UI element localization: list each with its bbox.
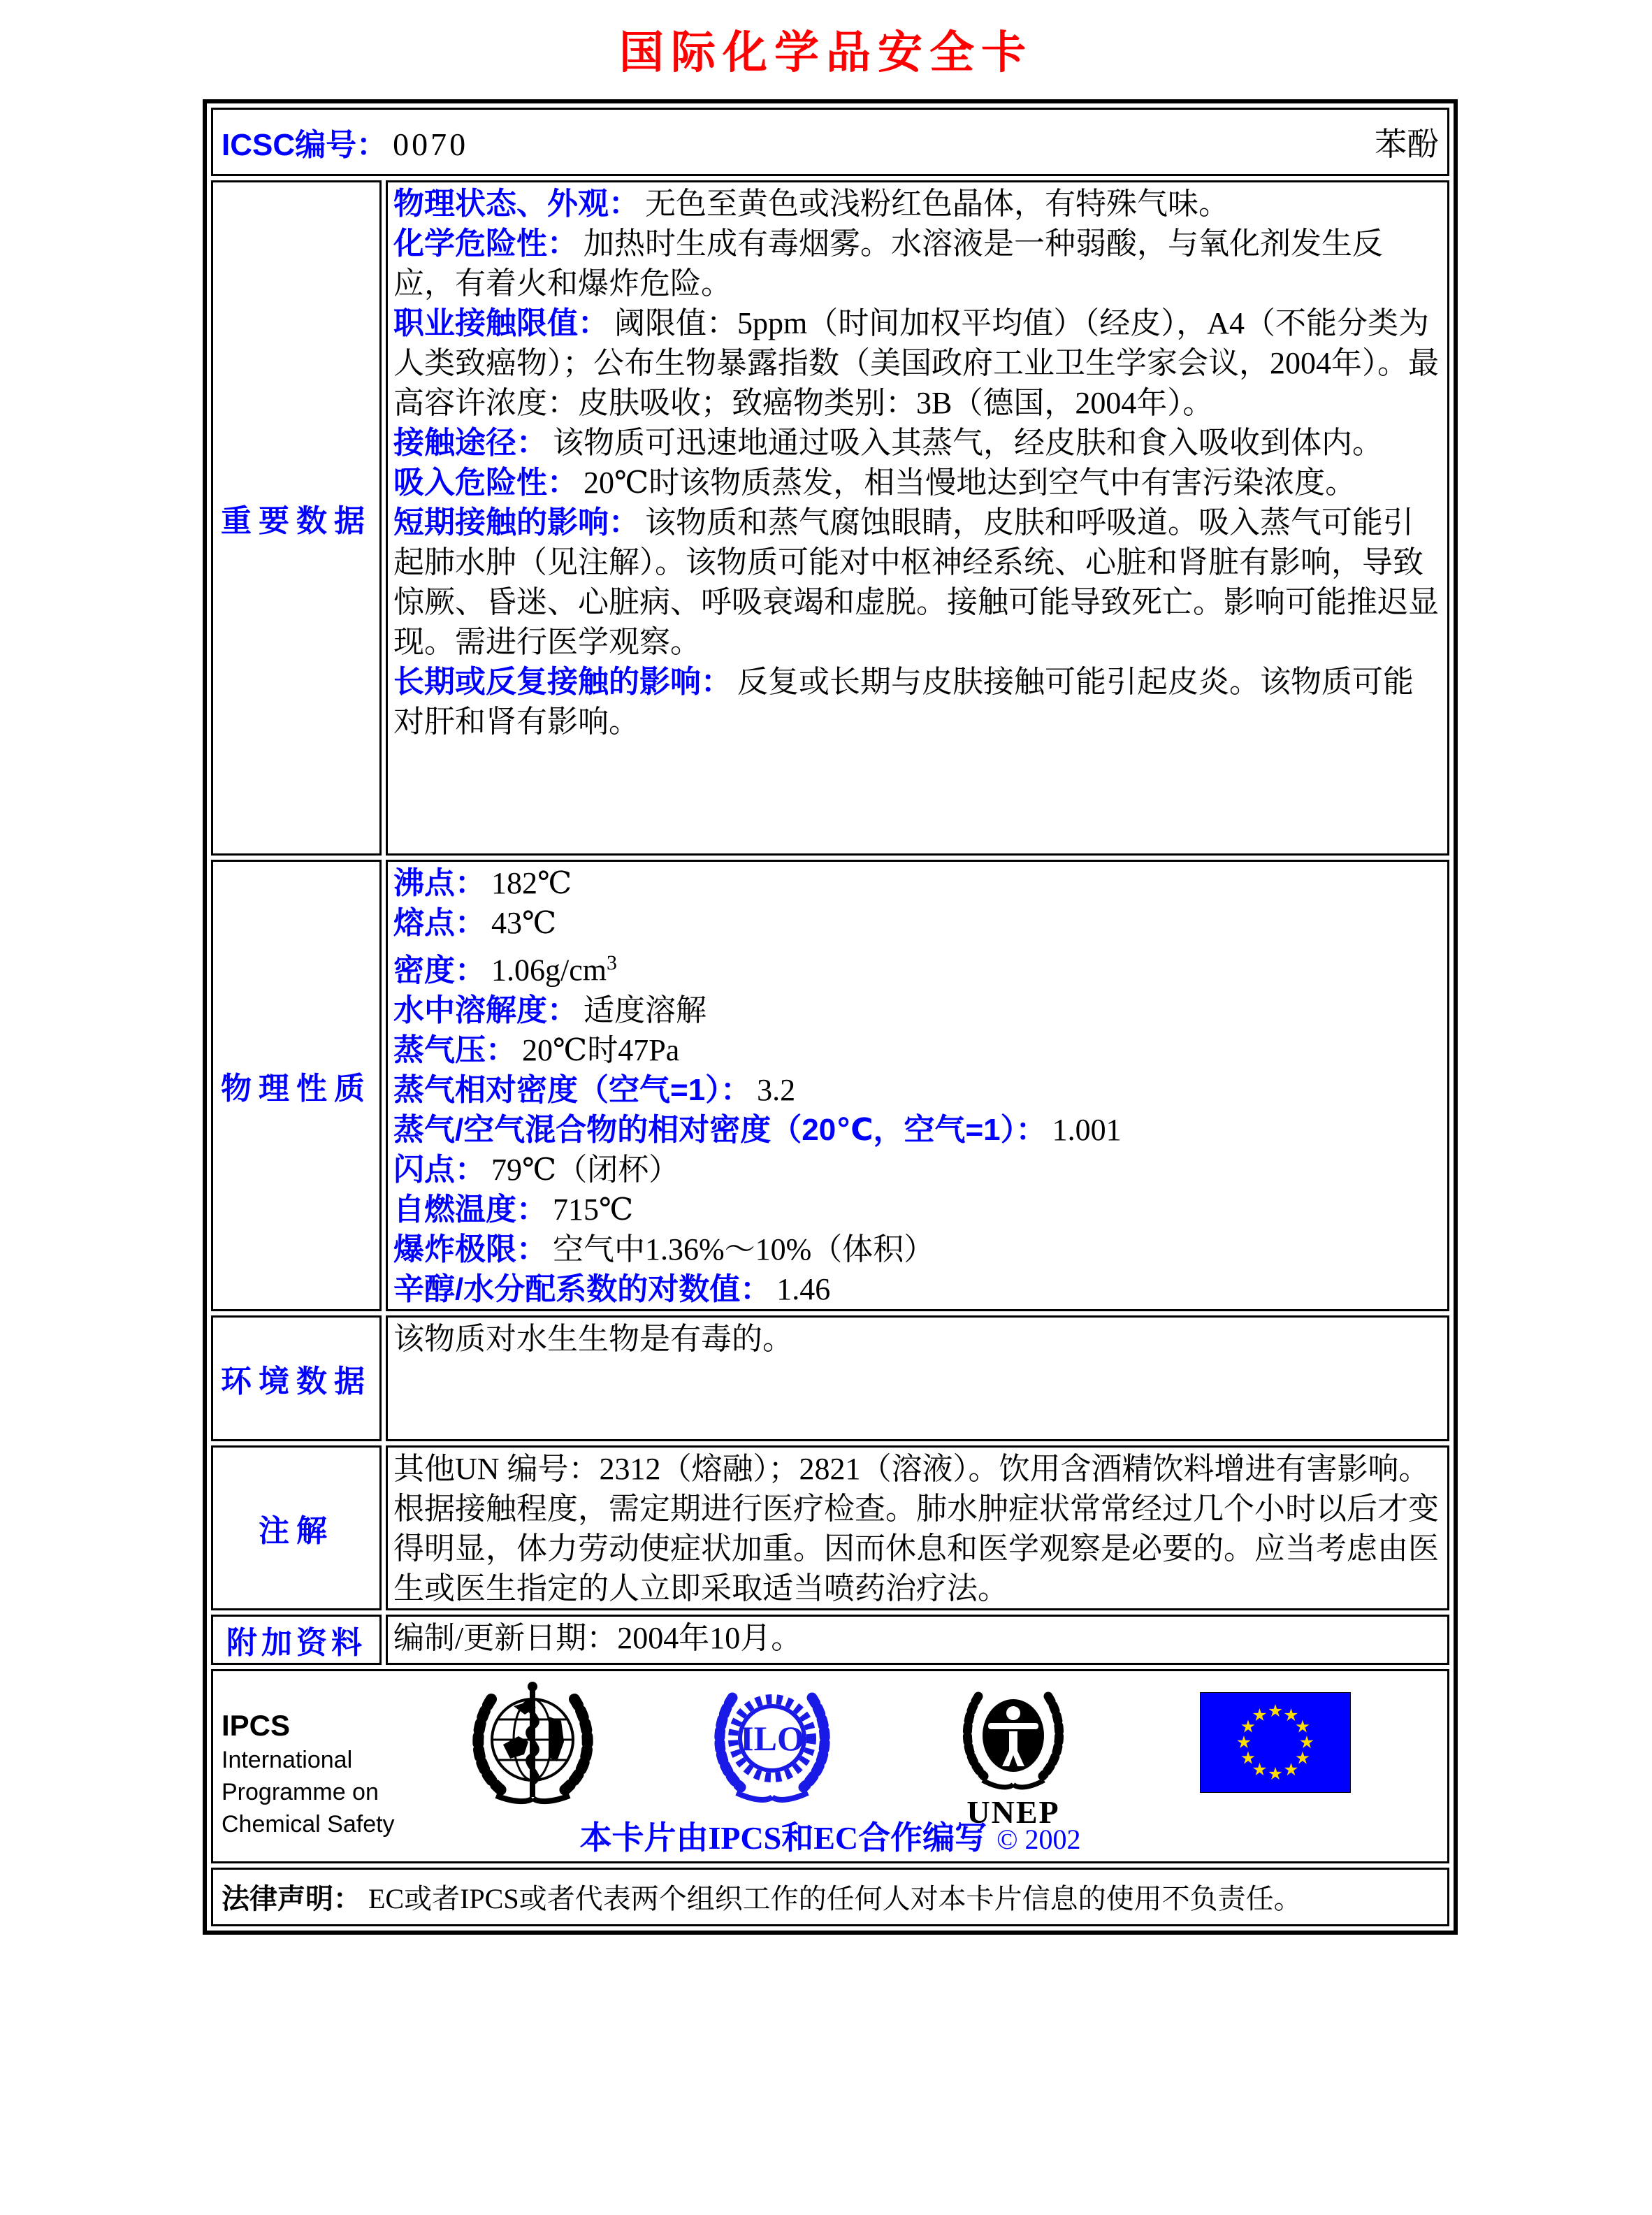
physical-item (393, 903, 1440, 943)
credit-line (213, 1812, 1447, 1859)
field-label: 短期接触的影响： (393, 505, 639, 540)
field-value: 1.46 (776, 1271, 831, 1306)
field-value: 43℃ (491, 906, 557, 940)
row-additional-info (211, 1615, 1449, 1665)
section-label-additional: 附加资料 (211, 1615, 382, 1665)
field-value: 182℃ (491, 866, 572, 900)
unep-block (950, 1687, 1076, 1830)
field-label: 密度： (393, 953, 486, 988)
section-label-environment: 环境数据 (211, 1315, 382, 1441)
physical-item (393, 1150, 1440, 1190)
important-item (393, 224, 1440, 303)
important-item (393, 503, 1440, 662)
row-logos (211, 1669, 1449, 1863)
important-item (393, 184, 1440, 224)
row-environmental-data (211, 1315, 1449, 1441)
icsc-table (203, 99, 1458, 1935)
header-row (211, 108, 1449, 176)
important-item (393, 662, 1440, 742)
logos-strip (213, 1671, 1447, 1861)
field-label: 蒸气压： (393, 1032, 516, 1067)
field-text: 无色至黄色或浅粉红色晶体，有特殊气味。 (645, 187, 1229, 221)
section-content-physical (386, 860, 1449, 1311)
field-text: 加热时生成有毒烟雾。水溶液是一种弱酸，与氧化剂发生反应，有着火和爆炸危险。 (393, 226, 1383, 301)
field-label: 接触途径： (393, 426, 547, 460)
physical-item (393, 1030, 1440, 1070)
copyright-text: © 2002 (997, 1823, 1081, 1855)
logos-cell (211, 1669, 1449, 1863)
header-cell (211, 108, 1449, 176)
field-label: 闪点： (393, 1152, 486, 1187)
field-label: 长期或反复接触的影响： (393, 665, 732, 699)
field-value: 20℃时47Pa (522, 1032, 680, 1067)
ipcs-line: International (222, 1746, 353, 1773)
who-logo (465, 1678, 601, 1808)
physical-item (393, 1269, 1440, 1309)
physical-item (393, 863, 1440, 903)
field-label: 蒸气相对密度（空气=1）： (393, 1072, 752, 1107)
field-label: 沸点： (393, 866, 486, 900)
section-label-physical: 物理性质 (211, 860, 382, 1311)
physical-item (393, 990, 1440, 1030)
icsc-number-value: 0070 (393, 127, 469, 162)
row-important-data (211, 180, 1449, 856)
field-label: 自燃温度： (393, 1192, 547, 1227)
field-text: 该物质可迅速地通过吸入其蒸气，经皮肤和食入吸收到体内。 (553, 426, 1383, 460)
physical-item (393, 1070, 1440, 1110)
important-item (393, 303, 1440, 423)
field-value: 空气中1.36%～10%（体积） (553, 1232, 935, 1267)
field-label: 化学危险性： (393, 226, 578, 261)
ipcs-acronym: IPCS (222, 1708, 291, 1742)
field-label: 爆炸极限： (393, 1232, 547, 1267)
field-text: 20℃时该物质蒸发，相当慢地达到空气中有害污染浓度。 (584, 466, 1356, 500)
credit-text: 本卡片由IPCS和EC合作编写 (579, 1819, 987, 1856)
section-content-important (386, 180, 1449, 856)
substance-name: 苯酚 (1375, 127, 1439, 162)
field-text: 反复或长期与皮肤接触可能引起皮炎。该物质可能对肝和肾有影响。 (393, 665, 1414, 739)
field-text: 该物质和蒸气腐蚀眼睛，皮肤和呼吸道。吸入蒸气可能引起肺水肿（见注解）。该物质可能对中枢神经系统、心脏和肾脏有影响，导致惊厥、昏迷、心脏病、呼吸衰竭和虚脱。接触可能导致死亡。影响可能推迟显现。需进行医学观察。 (393, 505, 1439, 659)
svg-text:ILO: ILO (740, 1718, 804, 1758)
field-label: 水中溶解度： (393, 993, 578, 1027)
field-value: 1.06g/cm (491, 953, 607, 988)
important-item (393, 423, 1440, 463)
field-label: 熔点： (393, 906, 486, 940)
physical-item (393, 1110, 1440, 1150)
field-value: 1.001 (1052, 1112, 1122, 1147)
field-value: 715℃ (553, 1192, 634, 1227)
additional-text: 编制/更新日期：2004年10月。 (393, 1620, 802, 1655)
section-content-environment (386, 1315, 1449, 1441)
section-content-additional (386, 1615, 1449, 1665)
field-label: 蒸气/空气混合物的相对密度（20℃，空气=1）： (393, 1112, 1047, 1147)
icsc-number-label: ICSC编号： (222, 128, 388, 162)
ipcs-line: Chemical Safety (222, 1810, 395, 1838)
field-label: 辛醇/水分配系数的对数值： (393, 1271, 771, 1306)
legal-cell (211, 1868, 1449, 1926)
row-legal (211, 1868, 1449, 1926)
density-exponent: 3 (606, 951, 617, 974)
row-notes (211, 1445, 1449, 1610)
field-label: 职业接触限值： (393, 306, 609, 340)
section-content-notes (386, 1445, 1449, 1610)
ilo-logo (706, 1682, 839, 1805)
field-value: 79℃（闭杯） (491, 1152, 680, 1187)
page-title: 国际化学品安全卡 (619, 27, 1033, 78)
section-label-important: 重要数据 (211, 180, 382, 856)
physical-item (393, 1229, 1440, 1269)
important-item (393, 463, 1440, 503)
environment-text: 该物质对水生生物是有毒的。 (393, 1321, 793, 1356)
eu-flag (1200, 1692, 1351, 1793)
legal-label: 法律声明： (222, 1884, 361, 1915)
unep-logo (957, 1687, 1069, 1791)
field-value: 3.2 (757, 1072, 796, 1107)
physical-item (393, 943, 1440, 990)
ipcs-line: Programme on (222, 1778, 379, 1805)
legal-text: EC或者IPCS或者代表两个组织工作的任何人对本卡片信息的使用不负责任。 (368, 1883, 1302, 1915)
unep-label: UNEP (966, 1794, 1060, 1830)
field-value: 适度溶解 (584, 993, 707, 1027)
field-text: 阈限值：5ppm（时间加权平均值）（经皮），A4（不能分类为人类致癌物）；公布生物暴露指数（美国政府工业卫生学家会议，2004年）。最高容许浓度：皮肤吸收；致癌物类别：3B（德国，2004年）。 (393, 306, 1439, 420)
field-label: 吸入危险性： (393, 466, 578, 500)
row-physical-properties (211, 860, 1449, 1311)
section-label-notes: 注解 (211, 1445, 382, 1610)
field-label: 物理状态、外观： (393, 187, 639, 221)
notes-text: 其他UN 编号：2312（熔融）；2821（溶液）。饮用含酒精饮料增进有害影响。根据接触程度，需定期进行医疗检查。肺水肿症状常常经过几个小时以后才变得明显，体力劳动使症状加重。因而休息和医学观察是必要的。应当考虑由医生或医生指定的人立即采取适当喷药治疗法。 (393, 1451, 1439, 1606)
card-header (222, 119, 1439, 165)
physical-item (393, 1190, 1440, 1229)
